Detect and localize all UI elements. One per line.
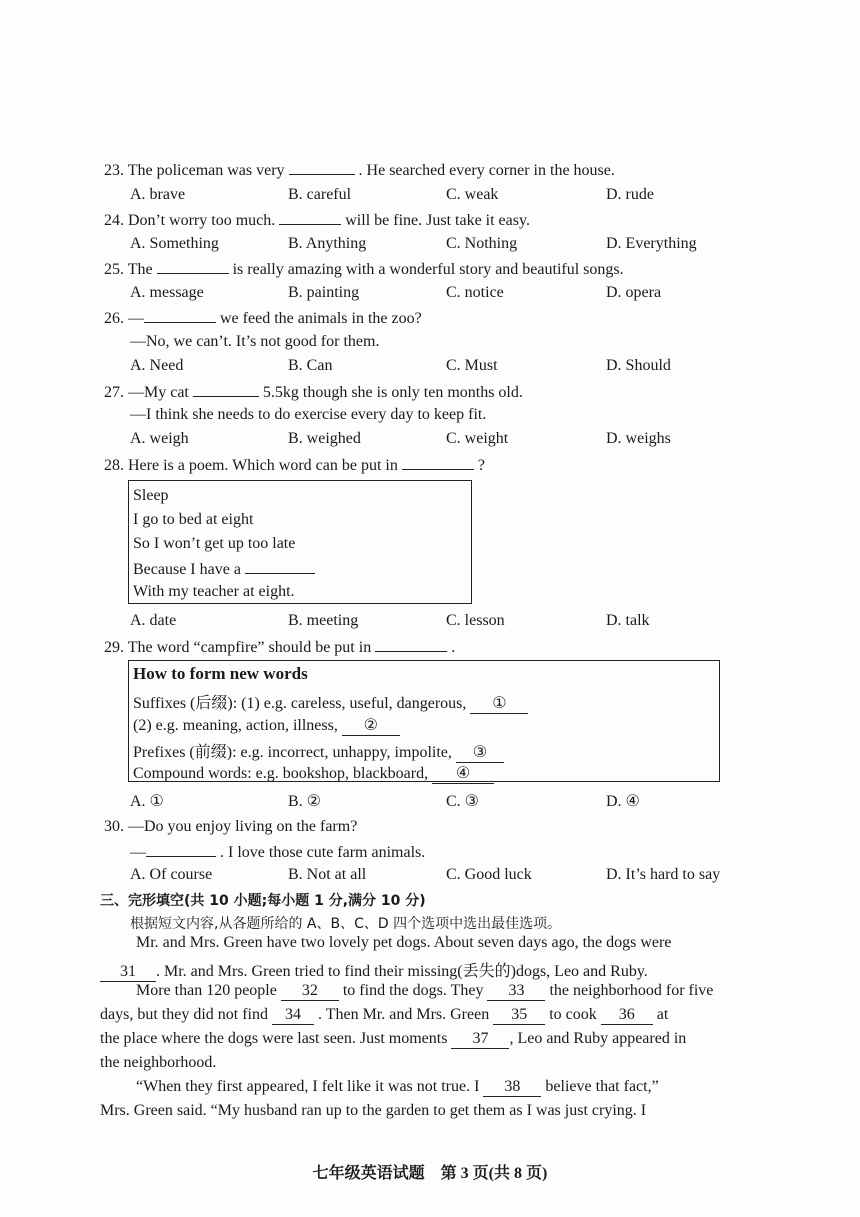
cloze-blank: 37	[451, 1030, 509, 1049]
option-c: C. Good luck	[446, 866, 532, 883]
answer-blank	[402, 455, 474, 470]
passage-line	[100, 958, 770, 982]
question-stem: Don’t worry too much.	[128, 212, 276, 229]
question-number: 27.	[104, 384, 124, 401]
cloze-blank: 33	[487, 982, 545, 1001]
option-d: D. Should	[606, 357, 671, 374]
blank-mark: ①	[470, 693, 528, 714]
box-line-text: (2) e.g. meaning, action, illness,	[133, 717, 338, 734]
answer-blank	[289, 160, 355, 175]
question-26	[104, 308, 422, 328]
box-line-text: Compound words: e.g. bookshop, blackboard,	[133, 765, 429, 782]
option-b: B. Anything	[288, 235, 367, 252]
passage-text: at	[656, 1006, 669, 1023]
section-heading: 三、完形填空(共 10 小题;每小题 1 分,满分 10 分)	[100, 893, 426, 909]
option-a: A. weigh	[130, 430, 189, 447]
option-b: B. ②	[288, 793, 322, 810]
cloze-blank: 34	[272, 1006, 314, 1025]
option-d: D. weighs	[606, 430, 671, 447]
option-b: B. painting	[288, 284, 360, 301]
passage-text: to cook	[549, 1006, 597, 1023]
question-stem: The policeman was very	[127, 162, 285, 179]
question-stem: The	[127, 261, 153, 278]
option-c: C. ③	[446, 793, 480, 810]
option-a: A. Need	[130, 357, 184, 374]
question-stem-end: will be fine. Just take it easy.	[345, 212, 530, 229]
answer-blank	[375, 637, 447, 652]
poem-line: I go to bed at eight	[133, 511, 254, 528]
cloze-blank: 38	[483, 1078, 541, 1097]
question-24	[104, 210, 530, 230]
blank-mark: ④	[432, 763, 494, 784]
question-number: 23.	[104, 162, 124, 179]
question-stem: —My cat	[128, 384, 189, 401]
question-number: 26.	[104, 310, 124, 327]
option-c: C. Must	[446, 357, 498, 374]
question-number: 30.	[104, 818, 124, 835]
passage-text: “When they first appeared, I felt like it was not true. I	[136, 1078, 480, 1095]
passage-text: . Then Mr. and Mrs. Green	[317, 1006, 490, 1023]
poem-line-with-blank	[133, 559, 315, 579]
dialogue-reply: —No, we can’t. It’s not good for them.	[130, 333, 380, 350]
answer-blank	[146, 842, 216, 857]
passage-text: to find the dogs. They	[342, 982, 484, 999]
question-29	[104, 637, 455, 657]
question-number: 25.	[104, 261, 124, 278]
reply-text: . I love those cute farm animals.	[220, 844, 426, 861]
passage-text: . Mr. and Mrs. Green tried to find their missing(丢失的)dogs, Leo and Ruby.	[156, 963, 648, 980]
box-line	[133, 763, 494, 784]
option-a: A. Something	[130, 235, 219, 252]
cloze-blank: 31	[100, 963, 156, 982]
passage-line: Mr. and Mrs. Green have two lovely pet dogs. About seven days ago, the dogs were	[136, 934, 672, 951]
option-a: A. ①	[130, 793, 164, 810]
option-c: C. weak	[446, 186, 499, 203]
question-stem-end: . He searched every corner in the house.	[358, 162, 615, 179]
question-30	[104, 818, 357, 836]
question-23	[104, 160, 615, 180]
passage-line: Mrs. Green said. “My husband ran up to the garden to get them as I was just crying. I	[100, 1102, 647, 1119]
question-number: 29.	[104, 639, 124, 656]
option-a: A. message	[130, 284, 204, 301]
passage-text: the place where the dogs were last seen. Just moments	[100, 1030, 448, 1047]
answer-blank	[157, 259, 229, 274]
passage-text: believe that fact,”	[545, 1078, 659, 1095]
box-line	[133, 690, 528, 714]
question-stem: The word “campfire” should be put in	[127, 639, 372, 656]
option-c: C. weight	[446, 430, 509, 447]
option-d: D. Everything	[606, 235, 697, 252]
poem-line: So I won’t get up too late	[133, 535, 296, 552]
box-line-text: Suffixes (后缀): (1) e.g. careless, useful, dangerous,	[133, 695, 467, 712]
word-formation-box	[128, 660, 720, 782]
option-d: D. talk	[606, 612, 650, 629]
page-footer: 七年级英语试题 第 3 页(共 8 页)	[312, 1165, 548, 1182]
passage-line: the neighborhood.	[100, 1054, 217, 1071]
blank-mark: ③	[456, 742, 504, 763]
poem-line: With my teacher at eight.	[133, 583, 295, 600]
option-b: B. weighed	[288, 430, 361, 447]
option-d: D. opera	[606, 284, 662, 301]
question-number: 24.	[104, 212, 124, 229]
box-line	[133, 739, 504, 763]
question-stem: Here is a poem. Which word can be put in	[128, 457, 398, 474]
question-28	[104, 455, 485, 475]
passage-line	[100, 1030, 770, 1049]
option-b: B. careful	[288, 186, 352, 203]
option-b: B. Can	[288, 357, 333, 374]
box-title: How to form new words	[133, 664, 308, 683]
dialogue-reply: —I think she needs to do exercise every day to keep fit.	[130, 406, 487, 423]
passage-line	[136, 982, 806, 1001]
cloze-blank: 36	[601, 1006, 653, 1025]
question-stem-end: is really amazing with a wonderful story and beautiful songs.	[232, 261, 624, 278]
question-stem-end: 5.5kg though she is only ten months old.	[262, 384, 523, 401]
answer-blank	[245, 559, 315, 574]
answer-blank	[193, 382, 259, 397]
section-instruction: 根据短文内容,从各题所给的 A、B、C、D 四个选项中选出最佳选项。	[130, 916, 562, 932]
passage-text: the neighborhood for five	[549, 982, 714, 999]
box-line	[133, 715, 400, 736]
question-25	[104, 259, 624, 279]
poem-line-text: Because I have a	[133, 561, 241, 578]
question-stem-end: ?	[477, 457, 485, 474]
option-c: C. lesson	[446, 612, 505, 629]
poem-box	[128, 480, 472, 604]
passage-text: More than 120 people	[136, 982, 277, 999]
passage-text: days, but they did not find	[100, 1006, 268, 1023]
dash: —	[130, 844, 146, 861]
option-a: A. date	[130, 612, 177, 629]
option-d: D. ④	[606, 793, 640, 810]
question-stem: —	[128, 310, 144, 327]
poem-line: Sleep	[133, 487, 169, 504]
answer-blank	[144, 308, 216, 323]
question-stem-end: .	[451, 639, 456, 656]
box-line-text: Prefixes (前缀): e.g. incorrect, unhappy, impolite,	[133, 744, 452, 761]
question-stem: —Do you enjoy living on the farm?	[128, 818, 358, 835]
cloze-blank: 35	[493, 1006, 545, 1025]
dialogue-reply	[130, 842, 425, 862]
passage-text: , Leo and Ruby appeared in	[509, 1030, 687, 1047]
option-a: A. brave	[130, 186, 186, 203]
question-stem-end: we feed the animals in the zoo?	[220, 310, 422, 327]
option-b: B. meeting	[288, 612, 359, 629]
option-a: A. Of course	[130, 866, 213, 883]
passage-line	[136, 1078, 806, 1097]
option-c: C. Nothing	[446, 235, 518, 252]
option-d: D. It’s hard to say	[606, 866, 721, 883]
option-b: B. Not at all	[288, 866, 367, 883]
passage-line	[100, 1006, 770, 1025]
option-d: D. rude	[606, 186, 654, 203]
answer-blank	[279, 210, 341, 225]
question-number: 28.	[104, 457, 124, 474]
option-c: C. notice	[446, 284, 504, 301]
question-27	[104, 382, 523, 402]
cloze-blank: 32	[281, 982, 339, 1001]
blank-mark: ②	[342, 715, 400, 736]
